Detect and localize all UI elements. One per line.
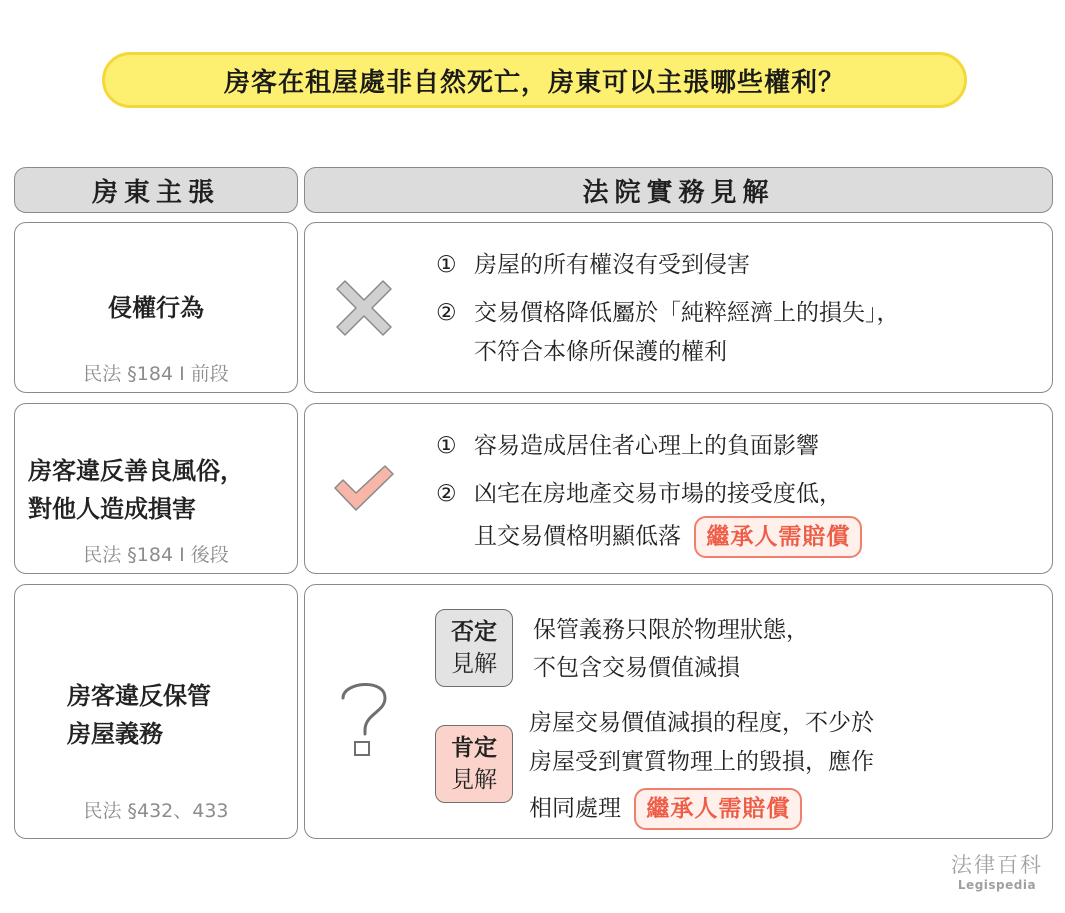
- positive-opinion-text: 相同處理 繼承人需賠償: [529, 788, 802, 830]
- claim-title: 對他人造成損害: [28, 495, 196, 523]
- positive-opinion-badge: 肯定 見解: [435, 725, 513, 803]
- check-icon: [332, 464, 396, 514]
- negative-opinion-badge: 否定 見解: [435, 609, 513, 687]
- opinion-point-continued: 且交易價格明顯低落 繼承人需賠償: [474, 516, 862, 558]
- opinion-point: ① 房屋的所有權沒有受到侵害: [436, 252, 750, 278]
- header-court-opinion: 法院實務見解: [304, 167, 1053, 213]
- brand-name: 法律百科: [951, 853, 1043, 877]
- claim-card-morals: [14, 403, 298, 574]
- claim-card-custody: [14, 584, 298, 839]
- claim-title: 房屋義務: [67, 720, 163, 748]
- cross-icon: [335, 279, 393, 337]
- opinion-point: ① 容易造成居住者心理上的負面影響: [436, 433, 819, 459]
- opinion-card-custody: [304, 584, 1053, 839]
- opinion-point: ② 凶宅在房地產交易市場的接受度低，: [436, 481, 842, 507]
- positive-opinion-text: 房屋受到實質物理上的毀損，應作: [529, 749, 874, 775]
- opinion-card-morals: [304, 403, 1053, 574]
- law-reference: 民法 §184 I 後段: [83, 544, 229, 566]
- claim-title: 房客違反善良風俗，: [28, 457, 244, 485]
- page-title: 房客在租屋處非自然死亡，房東可以主張哪些權利？: [102, 52, 967, 108]
- law-reference: 民法 §432、433: [83, 800, 229, 822]
- claim-card-tort: [14, 222, 298, 393]
- claim-title: 侵權行為: [108, 294, 204, 322]
- claim-title: 房客違反保管: [67, 682, 211, 710]
- brand-logo: [951, 852, 1043, 892]
- heir-liable-tag: 繼承人需賠償: [694, 516, 862, 558]
- opinion-point-continued: 不符合本條所保護的權利: [474, 339, 727, 365]
- negative-opinion-text: 保管義務只限於物理狀態，: [533, 617, 809, 643]
- opinion-card-tort: [304, 222, 1053, 393]
- law-reference: 民法 §184 I 前段: [83, 363, 229, 385]
- brand-name-en: Legispedia: [957, 878, 1037, 892]
- negative-opinion-text: 不包含交易價值減損: [533, 655, 740, 681]
- question-icon: [335, 676, 393, 758]
- heir-liable-tag: 繼承人需賠償: [634, 788, 802, 830]
- opinion-point: ② 交易價格降低屬於「純粹經濟上的損失」，: [436, 300, 900, 326]
- header-landlord-claim: 房東主張: [14, 167, 298, 213]
- positive-opinion-text: 房屋交易價值減損的程度，不少於: [529, 710, 874, 736]
